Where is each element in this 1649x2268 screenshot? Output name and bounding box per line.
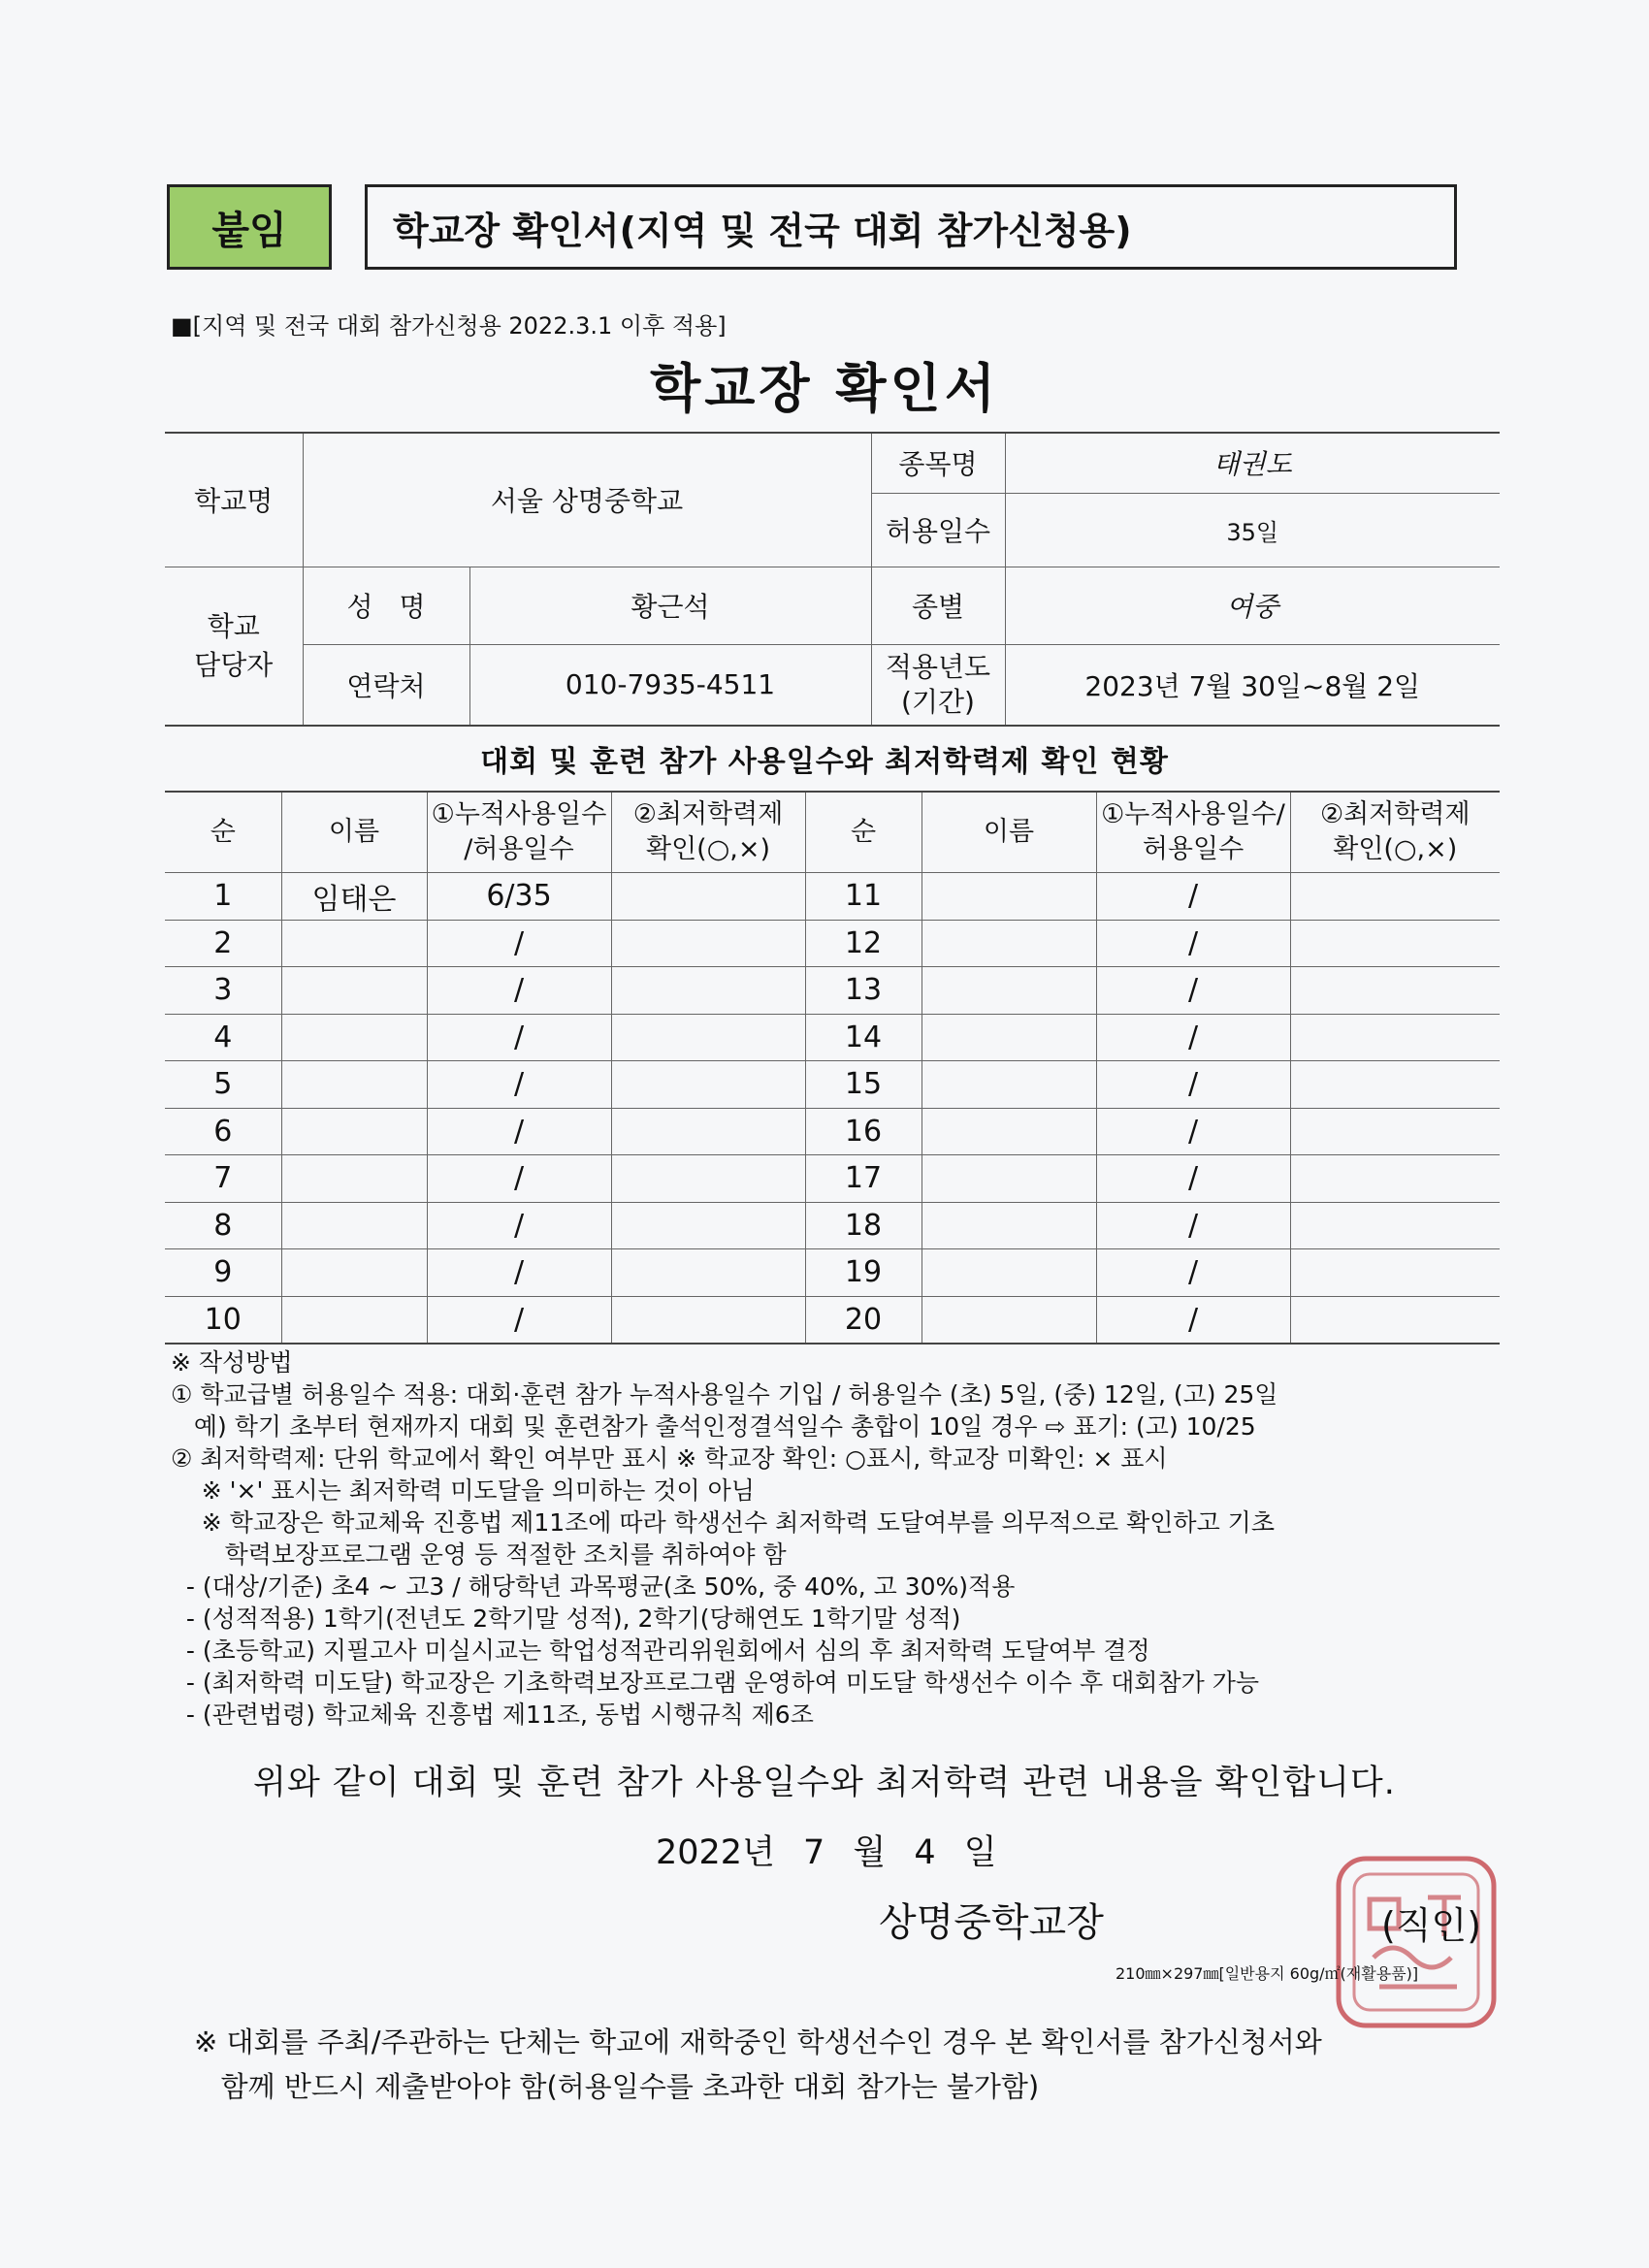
row-no-left: 2 <box>165 920 281 967</box>
academic-check-right <box>1290 920 1500 967</box>
academic-check-left <box>611 1108 805 1155</box>
header-days-left: ①누적사용일수 /허용일수 <box>427 792 611 873</box>
academic-check-right <box>1290 1014 1500 1061</box>
header-name-right: 이름 <box>922 792 1096 873</box>
seal-label: (직인) <box>1381 1904 1482 1947</box>
usage-days-left: / <box>427 1061 611 1109</box>
usage-days-left: / <box>427 967 611 1015</box>
academic-check-left <box>611 1155 805 1203</box>
academic-check-right <box>1290 1155 1500 1203</box>
student-name-left <box>281 1061 427 1109</box>
status-section-title: 대회 및 훈련 참가 사용일수와 최저학력제 확인 현황 <box>480 745 1169 779</box>
row-no-left: 8 <box>165 1202 281 1249</box>
row-no-left: 10 <box>165 1296 281 1344</box>
academic-check-left <box>611 1296 805 1344</box>
student-name-right <box>922 967 1096 1015</box>
student-name-left <box>281 920 427 967</box>
usage-days-right: / <box>1096 1155 1290 1203</box>
instruction-line: ※ 학교장은 학교체육 진흥법 제11조에 따라 학생선수 최저학력 도달여부를 의무적으로 확인하고 기초 <box>171 1508 1275 1537</box>
academic-check-left <box>611 1202 805 1249</box>
header-name-left: 이름 <box>281 792 427 873</box>
principal-signature: 상명중학교장 <box>879 1900 1104 1945</box>
student-name-right <box>922 1061 1096 1109</box>
contact-label: 연락처 <box>303 644 469 726</box>
confirmation-statement: 위와 같이 대회 및 훈련 참가 사용일수와 최저학력 관련 내용을 확인합니다. <box>253 1764 1396 1802</box>
instruction-line: 예) 학기 초부터 현재까지 대회 및 훈련참가 출석인정결석일수 총합이 10일 경우 ⇨ 표기: (고) 10/25 <box>171 1412 1256 1441</box>
table-row <box>165 967 1500 1015</box>
academic-check-left <box>611 1014 805 1061</box>
row-no-left: 9 <box>165 1249 281 1297</box>
usage-days-left: / <box>427 1202 611 1249</box>
writing-instructions <box>171 1346 1509 1731</box>
student-name-right <box>922 873 1096 921</box>
instruction-line: - (대상/기준) 초4 ~ 고3 / 해당학년 과목평균(초 50%, 중 40%, 고 30%)적용 <box>171 1572 1016 1601</box>
academic-check-right <box>1290 1202 1500 1249</box>
student-name-right <box>922 920 1096 967</box>
instructions-heading: ※ 작성방법 <box>171 1348 293 1377</box>
instruction-line: - (관련법령) 학교체육 진흥법 제11조, 동법 시행규칙 제6조 <box>171 1701 814 1729</box>
instruction-line: ② 최저학력제: 단위 학교에서 확인 여부만 표시 ※ 학교장 확인: ○표시, 학교장 미확인: × 표시 <box>171 1444 1168 1473</box>
row-no-left: 1 <box>165 873 281 921</box>
row-no-left: 3 <box>165 967 281 1015</box>
student-name-left <box>281 1108 427 1155</box>
usage-days-left: / <box>427 1014 611 1061</box>
school-name-value: 서울 상명중학교 <box>303 433 871 567</box>
usage-days-right: / <box>1096 1014 1290 1061</box>
usage-days-right: / <box>1096 1249 1290 1297</box>
header-no-left: 순 <box>165 792 281 873</box>
student-name-right <box>922 1155 1096 1203</box>
contact-value: 010-7935-4511 <box>469 644 871 726</box>
row-no-left: 5 <box>165 1061 281 1109</box>
table-header-row <box>165 792 1500 873</box>
instruction-line: ① 학교급별 허용일수 적용: 대회·훈련 참가 누적사용일수 기입 / 허용일수 (초) 5일, (중) 12일, (고) 25일 <box>171 1380 1278 1409</box>
paper-spec-note: 210㎜×297㎜[일반용지 60g/㎡(재활용품)] <box>1116 1964 1419 1983</box>
usage-days-right: / <box>1096 873 1290 921</box>
student-name-left <box>281 1296 427 1344</box>
notice-line: ※ 대회를 주최/주관하는 단체는 학교에 재학중인 학생선수인 경우 본 확인서를 참가신청서와 <box>194 2025 1322 2058</box>
row-no-left: 6 <box>165 1108 281 1155</box>
table-row <box>165 873 1500 921</box>
instruction-line: - (최저학력 미도달) 학교장은 기초학력보장프로그램 운영하여 미도달 학생선수 이수 후 대회참가 가능 <box>171 1669 1259 1697</box>
row-no-right: 17 <box>805 1155 922 1203</box>
header-no-right: 순 <box>805 792 922 873</box>
usage-days-right: / <box>1096 967 1290 1015</box>
usage-days-left: / <box>427 1249 611 1297</box>
academic-check-right <box>1290 1061 1500 1109</box>
row-no-right: 11 <box>805 873 922 921</box>
row-no-right: 19 <box>805 1249 922 1297</box>
table-row <box>165 1108 1500 1155</box>
manager-name-label: 성 명 <box>303 567 469 644</box>
academic-check-left <box>611 1249 805 1297</box>
student-name-left <box>281 967 427 1015</box>
usage-days-left: / <box>427 1155 611 1203</box>
header-check-left: ②최저학력제 확인(○,×) <box>611 792 805 873</box>
header-days-right: ①누적사용일수/ 허용일수 <box>1096 792 1290 873</box>
student-name-left <box>281 1155 427 1203</box>
student-name-left <box>281 1202 427 1249</box>
row-no-right: 14 <box>805 1014 922 1061</box>
attachment-tag: 붙임 <box>167 184 332 270</box>
academic-check-right <box>1290 967 1500 1015</box>
usage-days-right: / <box>1096 1202 1290 1249</box>
student-name-right <box>922 1108 1096 1155</box>
form-title-box: 학교장 확인서(지역 및 전국 대회 참가신청용) <box>365 184 1457 270</box>
sport-value: 태권도 <box>1005 433 1500 493</box>
table-row <box>165 1014 1500 1061</box>
instruction-line: - (성적적용) 1학기(전년도 2학기말 성적), 2학기(당해연도 1학기말 성적) <box>171 1604 961 1633</box>
usage-status-table <box>165 791 1500 1345</box>
school-name-label: 학교명 <box>165 433 303 567</box>
row-no-right: 12 <box>805 920 922 967</box>
academic-check-right <box>1290 1296 1500 1344</box>
student-name-left: 임태은 <box>281 873 427 921</box>
usage-days-right: / <box>1096 920 1290 967</box>
usage-days-right: / <box>1096 1296 1290 1344</box>
table-row <box>165 920 1500 967</box>
table-row <box>165 1296 1500 1344</box>
academic-check-right <box>1290 873 1500 921</box>
notice-line: 함께 반드시 제출받아야 함(허용일수를 초과한 대회 참가는 불가함) <box>194 2070 1040 2103</box>
period-label: 적용년도 (기간) <box>871 644 1005 726</box>
instruction-line: 학력보장프로그램 운영 등 적절한 조치를 취하여야 함 <box>171 1540 787 1569</box>
academic-check-right <box>1290 1108 1500 1155</box>
category-value: 여중 <box>1005 567 1500 644</box>
applicability-note: ■[지역 및 전국 대회 참가신청용 2022.3.1 이후 적용] <box>171 312 727 340</box>
student-name-right <box>922 1202 1096 1249</box>
allowed-days-label: 허용일수 <box>871 493 1005 567</box>
student-name-right <box>922 1296 1096 1344</box>
academic-check-left <box>611 873 805 921</box>
student-name-right <box>922 1249 1096 1297</box>
sport-label: 종목명 <box>871 433 1005 493</box>
school-info-table <box>165 432 1500 727</box>
student-name-right <box>922 1014 1096 1061</box>
row-no-left: 7 <box>165 1155 281 1203</box>
usage-days-right: / <box>1096 1061 1290 1109</box>
academic-check-left <box>611 920 805 967</box>
manager-label: 학교 담당자 <box>165 567 303 726</box>
usage-days-left: / <box>427 1296 611 1344</box>
row-no-right: 16 <box>805 1108 922 1155</box>
academic-check-left <box>611 967 805 1015</box>
usage-days-right: / <box>1096 1108 1290 1155</box>
category-label: 종별 <box>871 567 1005 644</box>
instruction-line: ※ '×' 표시는 최저학력 미도달을 의미하는 것이 아님 <box>171 1476 755 1505</box>
usage-days-left: 6/35 <box>427 873 611 921</box>
student-name-left <box>281 1249 427 1297</box>
student-name-left <box>281 1014 427 1061</box>
table-row <box>165 1061 1500 1109</box>
row-no-right: 15 <box>805 1061 922 1109</box>
row-no-right: 18 <box>805 1202 922 1249</box>
academic-check-left <box>611 1061 805 1109</box>
row-no-right: 20 <box>805 1296 922 1344</box>
allowed-days-value: 35일 <box>1005 493 1500 567</box>
period-value: 2023년 7월 30일~8월 2일 <box>1005 644 1500 726</box>
academic-check-right <box>1290 1249 1500 1297</box>
header-check-right: ②최저학력제 확인(○,×) <box>1290 792 1500 873</box>
usage-days-left: / <box>427 1108 611 1155</box>
row-no-left: 4 <box>165 1014 281 1061</box>
row-no-right: 13 <box>805 967 922 1015</box>
table-row <box>165 1202 1500 1249</box>
document-title: 학교장 확인서 <box>650 358 999 419</box>
usage-days-left: / <box>427 920 611 967</box>
instruction-line: - (초등학교) 지필고사 미실시교는 학업성적관리위원회에서 심의 후 최저학력 도달여부 결정 <box>171 1636 1150 1665</box>
manager-name-value: 황근석 <box>469 567 871 644</box>
issue-date: 2022년 7 월 4 일 <box>656 1833 997 1872</box>
table-row <box>165 1249 1500 1297</box>
submission-notice <box>194 2020 1504 2109</box>
table-row <box>165 1155 1500 1203</box>
